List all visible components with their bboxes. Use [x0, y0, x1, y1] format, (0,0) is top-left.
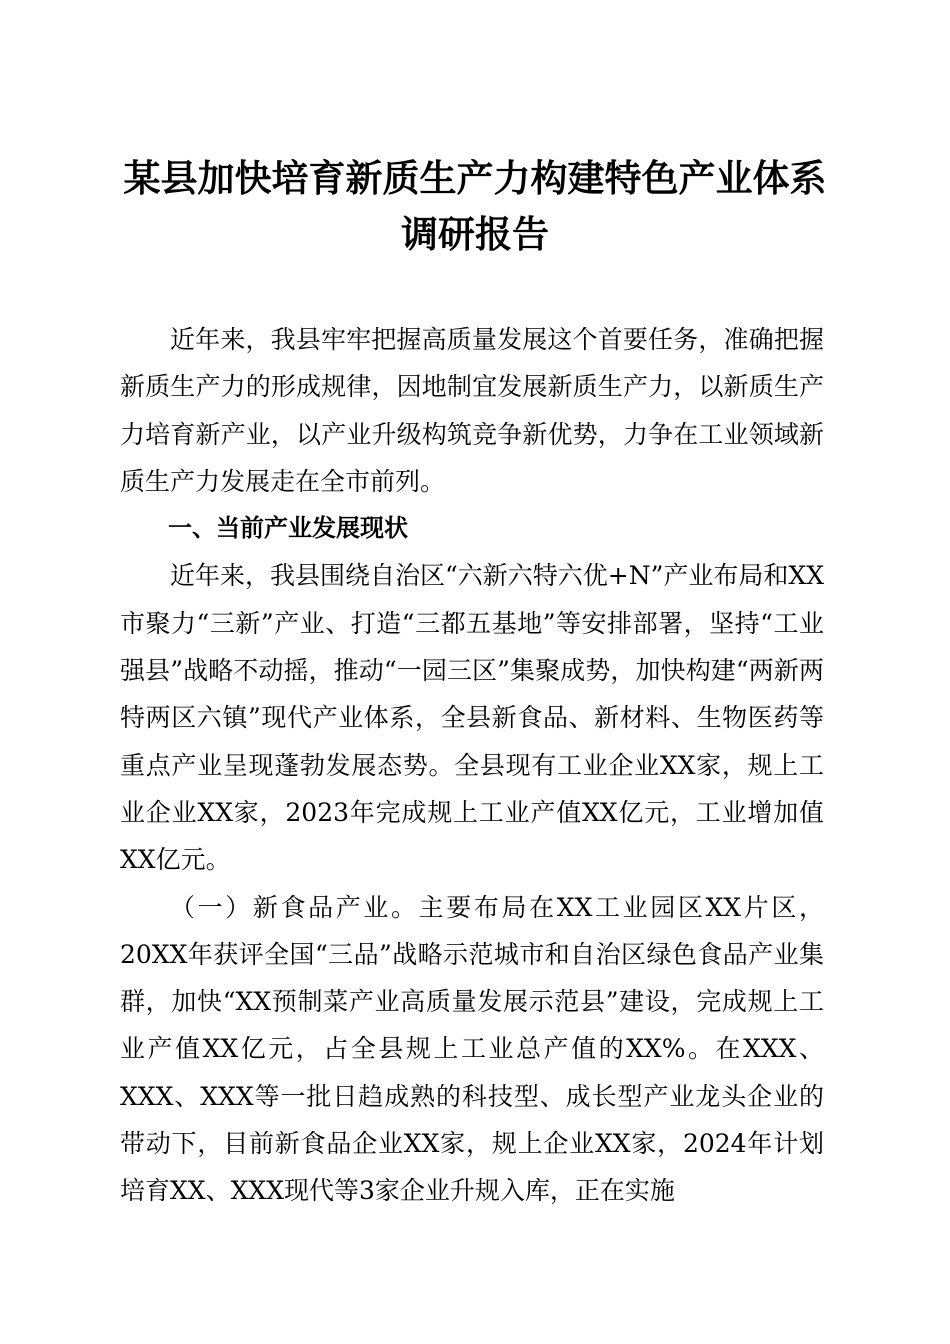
intro-paragraph: 近年来，我县牢牢把握高质量发展这个首要任务，准确把握新质生产力的形成规律，因地制宜发展新质生产力，以新质生产力培育新产业，以产业升级构筑竞争新优势，力争在工业领域新质生产力发展走在全市前列。: [120, 325, 824, 496]
section-1-paragraph: 近年来，我县围绕自治区“六新六特六优+N”产业布局和XX市聚力“三新”产业、打造“三都五基地”等安排部署，坚持“工业强县”战略不动摇，推动“一园三区”集聚成势，加快构建“两新两特两区六镇”现代产业体系，全县新食品、新材料、生物医药等重点产业呈现蓬勃发展态势。全县现有工业企业XX家，规上工业企业XX家，2023年完成规上工业产值XX亿元，工业增加值XX亿元。: [120, 561, 824, 875]
subsection-1-paragraph: （一）新食品产业。主要布局在XX工业园区XX片区，20XX年获评全国“三品”战略示范城市和自治区绿色食品产业集群，加快“XX预制菜产业高质量发展示范县”建设，完成规上工业产值XX亿元，占全县规上工业总产值的XX%。在XXX、XXX、XXX等一批日趋成熟的科技型、成长型产业龙头企业的带动下，目前新食品企业XX家，规上企业XX家，2024年计划培育XX、XXX现代等3家企业升规入库，正在实施: [120, 892, 824, 1206]
document-title: 某县加快培育新质生产力构建特色产业体系调研报告: [123, 156, 827, 256]
section-heading-1: 一、当前产业发展现状: [168, 514, 408, 543]
document-body: [120, 316, 824, 1215]
